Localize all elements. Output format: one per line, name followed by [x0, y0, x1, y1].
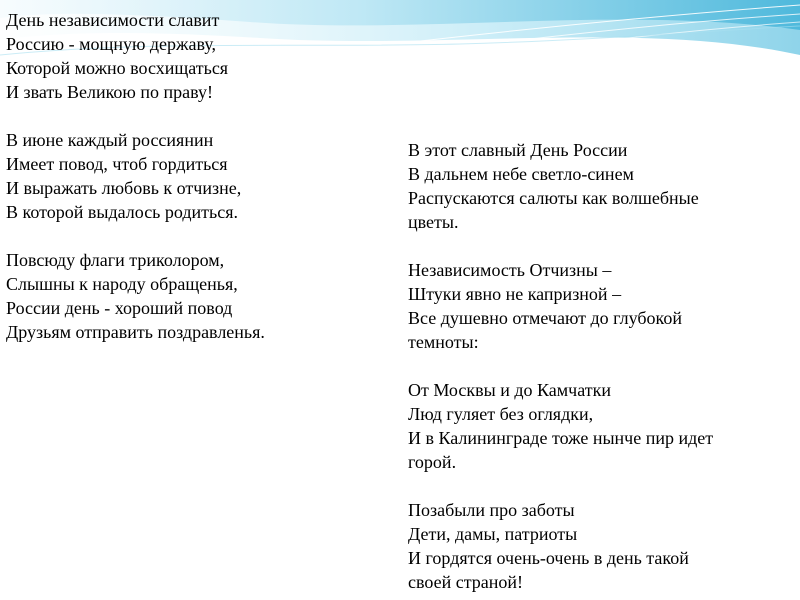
poem-line: Друзьям отправить поздравленья.: [6, 322, 265, 342]
poem-line: Повсюду флаги триколором,: [6, 250, 225, 270]
stanza: [6, 128, 386, 224]
poem-line: От Москвы и до Камчатки: [408, 380, 611, 400]
poem-line: Дети, дамы, патриоты: [408, 524, 578, 544]
stanza: [408, 498, 788, 594]
poem-line: Которой можно восхищаться: [6, 58, 229, 78]
poem-line: своей страной!: [408, 572, 524, 592]
stanza: [408, 378, 788, 474]
poem-right: [408, 138, 788, 594]
poem-line: И выражать любовь к отчизне,: [6, 178, 242, 198]
poem-line: горой.: [408, 452, 457, 472]
poem-line: И звать Великою по праву!: [6, 82, 213, 102]
poem-line: Имеет повод, чтоб гордиться: [6, 154, 228, 174]
poem-line: В этот славный День России: [408, 140, 628, 160]
poem-line: Слышны к народу обращенья,: [6, 274, 238, 294]
poem-line: Позабыли про заботы: [408, 500, 575, 520]
poem-line: цветы.: [408, 212, 459, 232]
poem-line: Люд гуляет без оглядки,: [408, 404, 594, 424]
poem-line: В дальнем небе светло-синем: [408, 164, 634, 184]
poem-line: День независимости славит: [6, 10, 220, 30]
poem-line: Независимость Отчизны –: [408, 260, 612, 280]
stanza: [6, 248, 386, 344]
poem-line: В которой выдалось родиться.: [6, 202, 239, 222]
poem-line: Все душевно отмечают до глубокой: [408, 308, 683, 328]
poem-line: Распускаются салюты как волшебные: [408, 188, 699, 208]
poem-line: темноты:: [408, 332, 479, 352]
poem-line: И гордятся очень-очень в день такой: [408, 548, 689, 568]
poem-line: В июне каждый россиянин: [6, 130, 214, 150]
poem-line: И в Калининграде тоже нынче пир идет: [408, 428, 714, 448]
poem-left: [6, 8, 386, 344]
poem-line: Россию - мощную державу,: [6, 34, 217, 54]
stanza: [408, 258, 788, 354]
stanza: [6, 8, 386, 104]
poem-line: Штуки явно не капризной –: [408, 284, 622, 304]
stanza: [408, 138, 788, 234]
poem-line: России день - хороший повод: [6, 298, 233, 318]
